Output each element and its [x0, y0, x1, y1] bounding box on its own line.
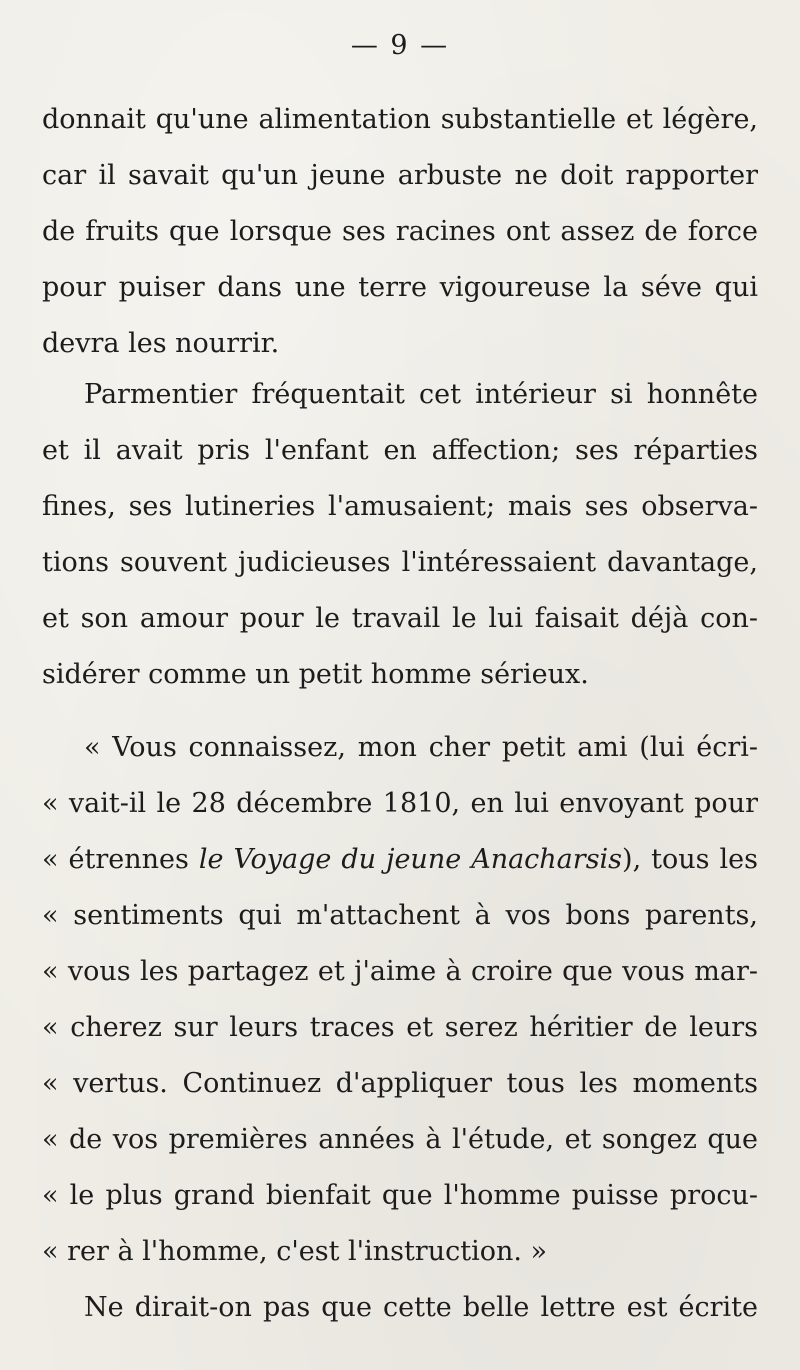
text-line: « de vos premières années à l'étude, et songez que: [42, 1124, 758, 1155]
page-number: — 9 —: [350, 30, 450, 61]
paragraph-2: [42, 367, 758, 703]
text-line: « le plus grand bienfait que l'homme puisse procu-: [42, 1180, 758, 1211]
text-line: « vous les partagez et j'aime à croire que vous mar-: [42, 956, 758, 987]
text-line: « cherez sur leurs traces et serez héritier de leurs: [42, 1012, 758, 1043]
paragraph-1: [42, 92, 758, 372]
paragraph-3-quoted-letter: [42, 720, 758, 1280]
text-line: « vait-il le 28 décembre 1810, en lui envoyant pour: [42, 788, 758, 819]
text-line: tions souvent judicieuses l'intéressaient davantage,: [42, 547, 758, 578]
text-line: « vertus. Continuez d'appliquer tous les moments: [42, 1068, 758, 1099]
paragraph-4: [42, 1280, 758, 1336]
text-line: « rer à l'homme, c'est l'instruction. »: [42, 1236, 548, 1267]
book-title-italic: le Voyage du jeune Anacharsis: [198, 844, 623, 875]
text-line: « Vous connaissez, mon cher petit ami (lui écri-: [84, 732, 758, 763]
text-line: de fruits que lorsque ses racines ont assez de force: [42, 216, 758, 247]
text-line: et son amour pour le travail le lui faisait déjà con-: [42, 603, 758, 634]
text-segment: ), tous les: [622, 844, 758, 875]
text-segment: « étrennes: [42, 844, 199, 875]
text-line: sidérer comme un petit homme sérieux.: [42, 659, 589, 690]
text-line: devra les nourrir.: [42, 328, 280, 359]
text-line: « sentiments qui m'attachent à vos bons parents,: [42, 900, 758, 931]
text-line: et il avait pris l'enfant en affection; ses réparties: [42, 435, 758, 466]
text-line: car il savait qu'un jeune arbuste ne doit rapporter: [42, 160, 758, 191]
text-line: fines, ses lutineries l'amusaient; mais ses observa-: [42, 491, 758, 522]
text-line: Ne dirait-on pas que cette belle lettre est écrite: [84, 1292, 758, 1323]
text-line: pour puiser dans une terre vigoureuse la séve qui: [42, 272, 758, 303]
text-line: Parmentier fréquentait cet intérieur si honnête: [84, 379, 758, 410]
text-line: donnait qu'une alimentation substantielle et légère,: [42, 104, 758, 135]
text-line-with-title: [42, 832, 758, 888]
